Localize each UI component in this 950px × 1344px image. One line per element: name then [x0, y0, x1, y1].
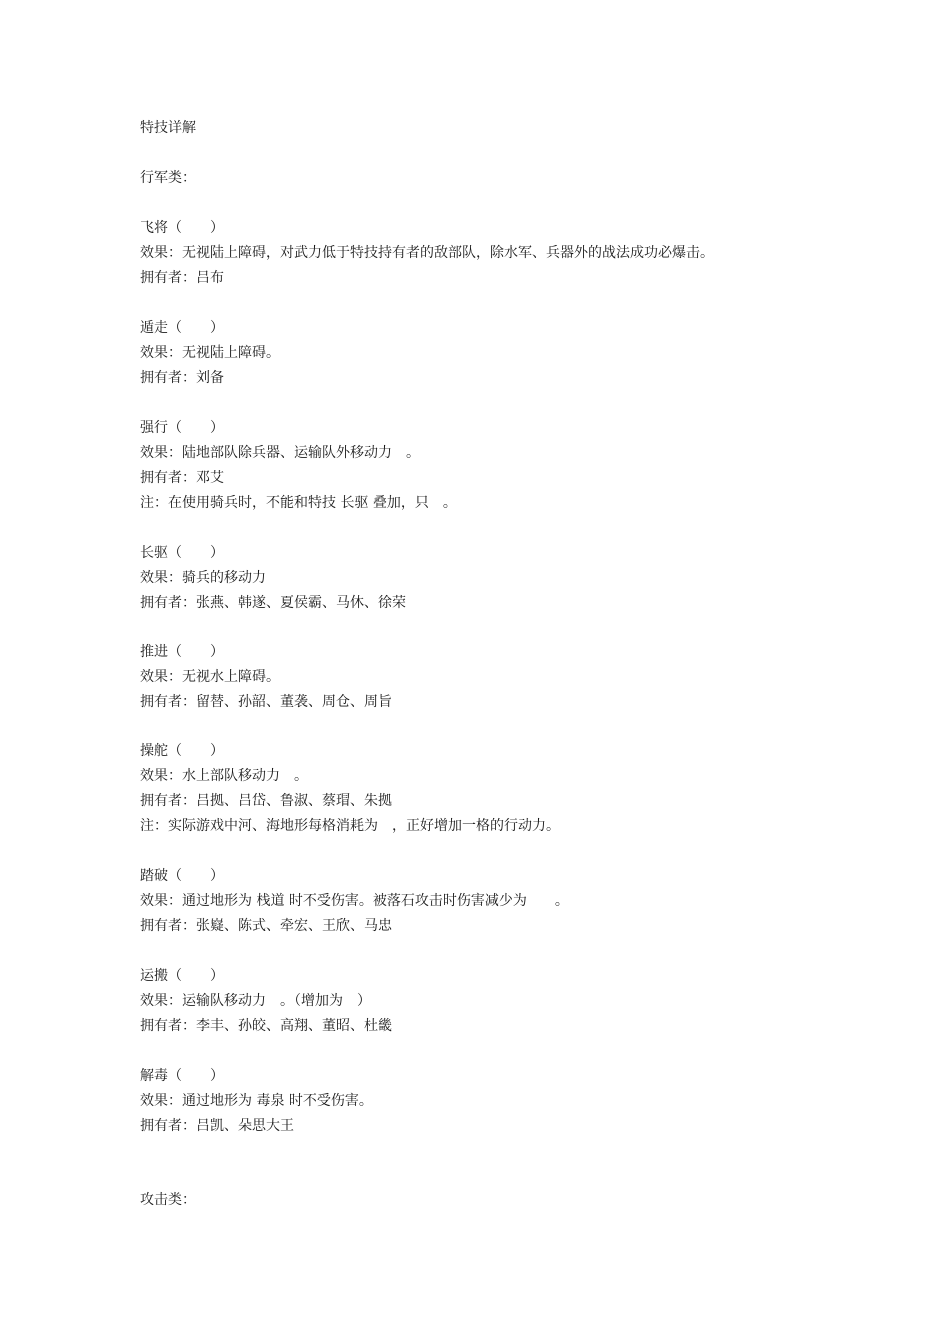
skill-effect: 效果：通过地形为 栈道 时不受伤害。被落石攻击时伤害减少为 。 — [140, 893, 569, 909]
skill-name: 操舵（ ） — [140, 743, 224, 759]
skill-owners: 拥有者：留替、孙韶、董袭、周仓、周旨 — [140, 694, 392, 710]
section-heading-attack: 攻击类： — [140, 1192, 196, 1208]
skill-owners: 拥有者：张嶷、陈式、牵宏、王欣、马忠 — [140, 918, 392, 934]
skill-effect: 效果：陆地部队除兵器、运输队外移动力 。 — [140, 445, 420, 461]
skill-owners: 拥有者：邓艾 — [140, 470, 224, 486]
document-title: 特技详解 — [140, 120, 196, 136]
skill-effect: 效果：运输队移动力 。（增加为 ） — [140, 993, 371, 1009]
skill-name: 长驱（ ） — [140, 545, 224, 561]
skill-name: 踏破（ ） — [140, 868, 224, 884]
skill-owners: 拥有者：李丰、孙皎、高翔、董昭、杜畿 — [140, 1018, 392, 1034]
skill-effect: 效果：骑兵的移动力 — [140, 570, 266, 586]
skill-name: 推进（ ） — [140, 644, 224, 660]
skill-owners: 拥有者：吕拠、吕岱、鲁淑、蔡瑁、朱拠 — [140, 793, 392, 809]
skill-name: 遁走（ ） — [140, 320, 224, 336]
skill-name: 强行（ ） — [140, 420, 224, 436]
skill-owners: 拥有者：刘备 — [140, 370, 224, 386]
skill-note: 注：实际游戏中河、海地形每格消耗为 ，正好增加一格的行动力。 — [140, 818, 560, 834]
skill-effect: 效果：水上部队移动力 。 — [140, 768, 308, 784]
skill-owners: 拥有者：吕布 — [140, 270, 224, 286]
skill-effect: 效果：无视水上障碍。 — [140, 669, 280, 685]
skill-name: 运搬（ ） — [140, 968, 224, 984]
skill-effect: 效果：无视陆上障碍。 — [140, 345, 280, 361]
skill-name: 飞将（ ） — [140, 220, 224, 236]
skill-effect: 效果：通过地形为 毒泉 时不受伤害。 — [140, 1093, 373, 1109]
skill-name: 解毒（ ） — [140, 1068, 224, 1084]
skill-note: 注：在使用骑兵时，不能和特技 长驱 叠加，只 。 — [140, 495, 457, 511]
skill-effect: 效果：无视陆上障碍，对武力低于特技持有者的敌部队，除水军、兵器外的战法成功必爆击。 — [140, 245, 714, 261]
skill-owners: 拥有者：张燕、韩遂、夏侯霸、马休、徐荣 — [140, 595, 406, 611]
section-heading-march: 行军类： — [140, 170, 196, 186]
skill-owners: 拥有者：吕凯、朵思大王 — [140, 1118, 294, 1134]
